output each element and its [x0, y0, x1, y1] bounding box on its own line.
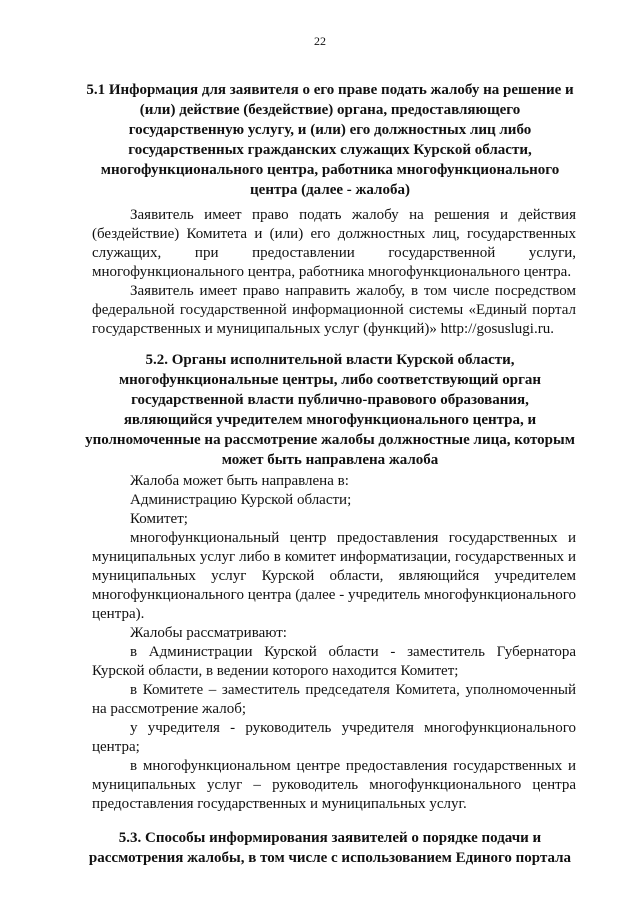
paragraph: у учредителя - руководитель учредителя многофункционального центра; — [92, 720, 576, 755]
paragraph: Заявитель имеет право направить жалобу, в том числе посредством федеральной государственной информационной системы «Единый портал государственных и муниципальных услуг (функций)» http://gosuslugi.ru. — [92, 283, 576, 337]
section-body-5-1 — [92, 206, 576, 339]
paragraph: в многофункциональном центре предоставления государственных и муниципальных услуг – руководитель многофункционального центра предоставления государственных и муниципальных услуг. — [92, 758, 576, 812]
paragraph: Администрацию Курской области; — [130, 492, 352, 508]
paragraph: Комитет; — [130, 511, 188, 527]
section-heading-5-1: 5.1 Информация для заявителя о его праве подать жалобу на решение и (или) действие (бездействие) органа, предоставляющего государственную услугу, и (или) его должностных лиц либо государственных гражданских служащих Курской области, многофункционального центра, работника многофункционального центра (далее - жалоба) — [86, 82, 574, 198]
paragraph: Заявитель имеет право подать жалобу на решения и действия (бездействие) Комитета и (или) его должностных лиц, государственных служащих, при предоставлении государственной услуги, многофункционального центра, работника многофункционального центра. — [92, 207, 576, 280]
section-heading-5-2: 5.2. Органы исполнительной власти Курской области, многофункциональные центры, либо соответствующий орган государственной власти публично-правового образования, являющийся учредителем многофункционального центра, и уполномоченные на рассмотрение жалобы должностные лица, которым может быть направлена жалоба — [85, 352, 575, 468]
paragraph: многофункциональный центр предоставления государственных и муниципальных услуг либо в комитет информатизации, государственных и муниципальных услуг Курской области, являющийся учредителем многофункционального центра (далее - учредитель многофункционального центра). — [92, 530, 576, 622]
page-number: 22 — [314, 34, 326, 48]
section-heading-5-3: 5.3. Способы информирования заявителей о порядке подачи и рассмотрения жалобы, в том числе с использованием Единого портала — [88, 830, 572, 866]
paragraph: в Комитете – заместитель председателя Комитета, уполномоченный на рассмотрение жалоб; — [92, 682, 576, 717]
paragraph: Жалоба может быть направлена в: — [130, 473, 349, 489]
paragraph: в Администрации Курской области - заместитель Губернатора Курской области, в ведении которого находится Комитет; — [92, 644, 576, 679]
paragraph: Жалобы рассматривают: — [130, 625, 287, 641]
section-body-5-2 — [92, 472, 576, 814]
